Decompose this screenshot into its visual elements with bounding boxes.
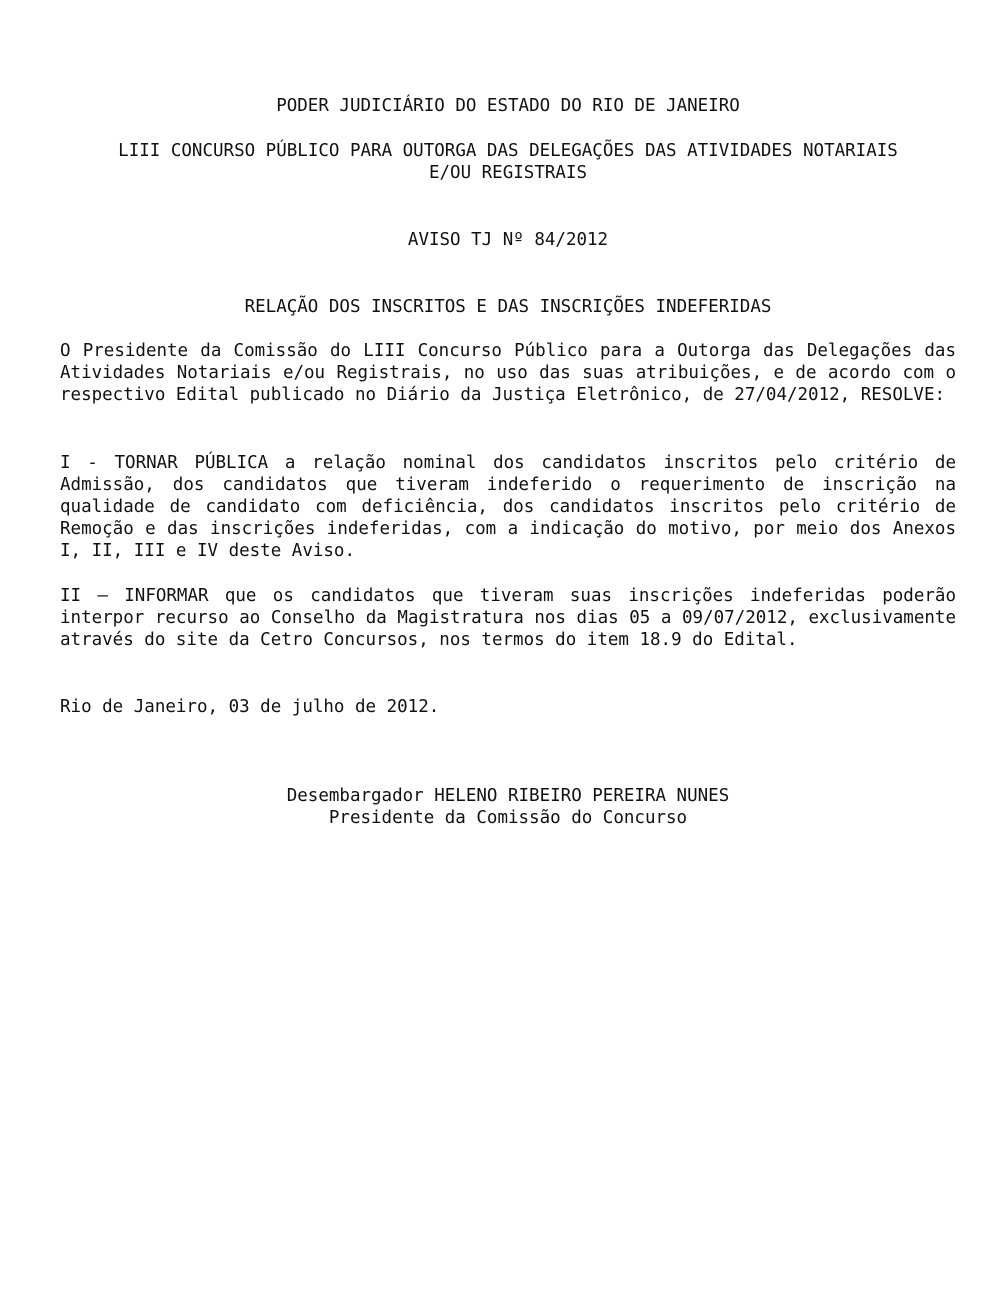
item-one-paragraph: I - TORNAR PÚBLICA a relação nominal dos candidatos inscritos pelo critério de Admissão, dos candidatos que tiveram indeferido o requerimento de inscrição na qualidade de candidato com deficiência, dos candidatos inscritos pelo critério de Remoção e das inscrições indeferidas, com a indicação do motivo, por meio dos Anexos I, II, III e IV deste Aviso.: [60, 453, 956, 561]
signature-role: Presidente da Comissão do Concurso: [328, 808, 688, 828]
court-heading: PODER JUDICIÁRIO DO ESTADO DO RIO DE JANEIRO: [276, 96, 740, 116]
notice-number: AVISO TJ Nº 84/2012: [407, 230, 609, 250]
contest-title-line-1: LIII CONCURSO PÚBLICO PARA OUTORGA DAS DELEGAÇÕES DAS ATIVIDADES NOTARIAIS: [118, 141, 898, 161]
contest-title-line-2: E/OU REGISTRAIS: [428, 163, 588, 183]
intro-paragraph: O Presidente da Comissão do LIII Concurso Público para a Outorga das Delegações das Atividades Notariais e/ou Registrais, no uso das suas atribuições, e de acordo com o respectivo Edital publicado no Diário da Justiça Eletrônico, de 27/04/2012, RESOLVE:: [60, 341, 956, 405]
signature-name: Desembargador HELENO RIBEIRO PEREIRA NUNES: [286, 786, 730, 806]
signature-block: [60, 785, 956, 829]
item-two-paragraph: II – INFORMAR que os candidatos que tiveram suas inscrições indeferidas poderão interpor recurso ao Conselho da Magistratura nos dias 05 a 09/07/2012, exclusivamente através do site da Cetro Concursos, nos termos do item 18.9 do Edital.: [60, 586, 956, 650]
place-date: Rio de Janeiro, 03 de julho de 2012.: [60, 697, 440, 717]
contest-title: [60, 140, 956, 184]
notice-subject: RELAÇÃO DOS INSCRITOS E DAS INSCRIÇÕES INDEFERIDAS: [244, 297, 772, 317]
